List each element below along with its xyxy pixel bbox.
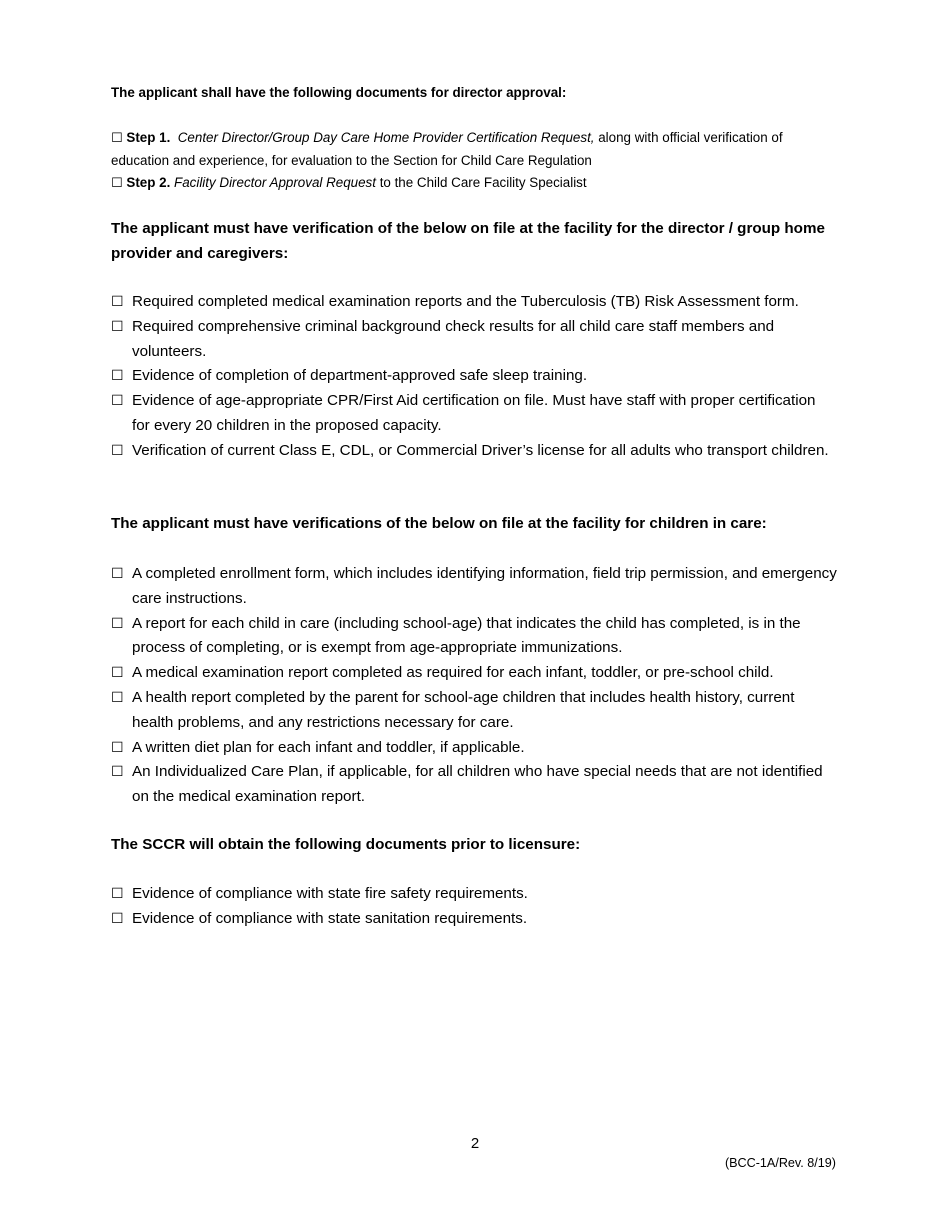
item-text: Evidence of completion of department-approved safe sleep training.: [132, 367, 588, 385]
item-text: Required completed medical examination reports and the Tuberculosis (TB) Risk Assessment form.: [132, 293, 799, 310]
children-checklist: [111, 562, 837, 810]
checkbox-icon[interactable]: ☐: [111, 131, 123, 146]
checklist-item: [111, 389, 837, 439]
item-text: A health report completed by the parent for school-age children that includes health history, current health problems, and any restrictions necessary for care.: [132, 688, 795, 731]
sccr-checklist: [111, 882, 837, 932]
item-text: Verification of current Class E, CDL, or Commercial Driver’s license for all adults who transport children.: [132, 441, 829, 459]
item-text: Evidence of compliance with state fire safety requirements.: [132, 885, 528, 902]
sccr-heading: The SCCR will obtain the following documents prior to licensure:: [111, 836, 581, 853]
staff-checklist: [111, 290, 837, 464]
checklist-item: [111, 439, 837, 464]
item-text: Evidence of age-appropriate CPR/First Aid certification on file. Must have staff with proper certification for every 20 children in the proposed capacity.: [132, 392, 816, 434]
checklist-item: [111, 612, 837, 662]
item-text: An Individualized Care Plan, if applicable, for all children who have special needs that are not identified on the medical examination report.: [132, 763, 823, 806]
checklist-item: [111, 562, 837, 612]
checklist-item: [111, 290, 837, 315]
checklist-item: [111, 364, 837, 389]
checkbox-icon[interactable]: ☐: [111, 368, 124, 385]
checkbox-icon[interactable]: ☐: [111, 886, 124, 902]
item-text: A completed enrollment form, which includes identifying information, field trip permission, and emergency care instructions.: [132, 565, 837, 607]
item-text: A written diet plan for each infant and toddler, if applicable.: [132, 738, 525, 756]
checkbox-icon[interactable]: ☐: [111, 739, 124, 756]
children-verification-heading: The applicant must have verifications of the below on file at the facility for children in care:: [111, 515, 767, 532]
checklist-item: [111, 882, 837, 907]
step-text: to the Child Care Facility Specialist: [375, 175, 587, 190]
director-approval-heading: The applicant shall have the following documents for director approval:: [111, 85, 567, 100]
staff-verification-heading: The applicant must have verification of the below on file at the facility for the director / group home provider and caregivers:: [111, 220, 825, 262]
checkbox-icon[interactable]: ☐: [111, 176, 123, 191]
item-text: Required comprehensive criminal background check results for all child care staff members and volunteers.: [132, 317, 775, 360]
checklist-item: [111, 907, 837, 932]
item-text: A report for each child in care (including school-age) that indicates the child has completed, is in the process of completing, or is exempt from age-appropriate immunizations.: [132, 614, 801, 657]
checkbox-icon[interactable]: ☐: [111, 615, 124, 632]
revision-code: (BCC-1A/Rev. 8/19): [724, 1156, 836, 1170]
checkbox-icon[interactable]: ☐: [111, 764, 124, 781]
checkbox-icon[interactable]: ☐: [111, 689, 124, 706]
checklist-item: [111, 760, 837, 810]
checklist-item: [111, 315, 837, 365]
item-text: A medical examination report completed as required for each infant, toddler, or pre-school child.: [132, 664, 774, 682]
step-title: Facility Director Approval Request: [174, 175, 376, 190]
step-2: [111, 172, 837, 195]
checklist-item: [111, 736, 837, 761]
item-text: Evidence of compliance with state sanitation requirements.: [132, 909, 528, 927]
page-number: 2: [470, 1135, 480, 1152]
step-label: Step 1.: [126, 130, 171, 145]
checkbox-icon[interactable]: ☐: [111, 318, 124, 335]
checklist-item: [111, 661, 837, 686]
step-text: along with official verification of education and experience, for evaluation to the Section for Child Care Regulation: [111, 130, 783, 168]
director-steps: [111, 127, 837, 195]
checkbox-icon[interactable]: ☐: [111, 393, 124, 410]
step-1: [111, 127, 837, 172]
checkbox-icon[interactable]: ☐: [111, 910, 124, 927]
checkbox-icon[interactable]: ☐: [111, 442, 124, 459]
step-title: Center Director/Group Day Care Home Provider Certification Request,: [177, 130, 595, 145]
checkbox-icon[interactable]: ☐: [111, 566, 124, 582]
step-label: Step 2.: [126, 175, 171, 190]
checklist-item: [111, 686, 837, 736]
checkbox-icon[interactable]: ☐: [111, 294, 124, 310]
checkbox-icon[interactable]: ☐: [111, 665, 124, 682]
